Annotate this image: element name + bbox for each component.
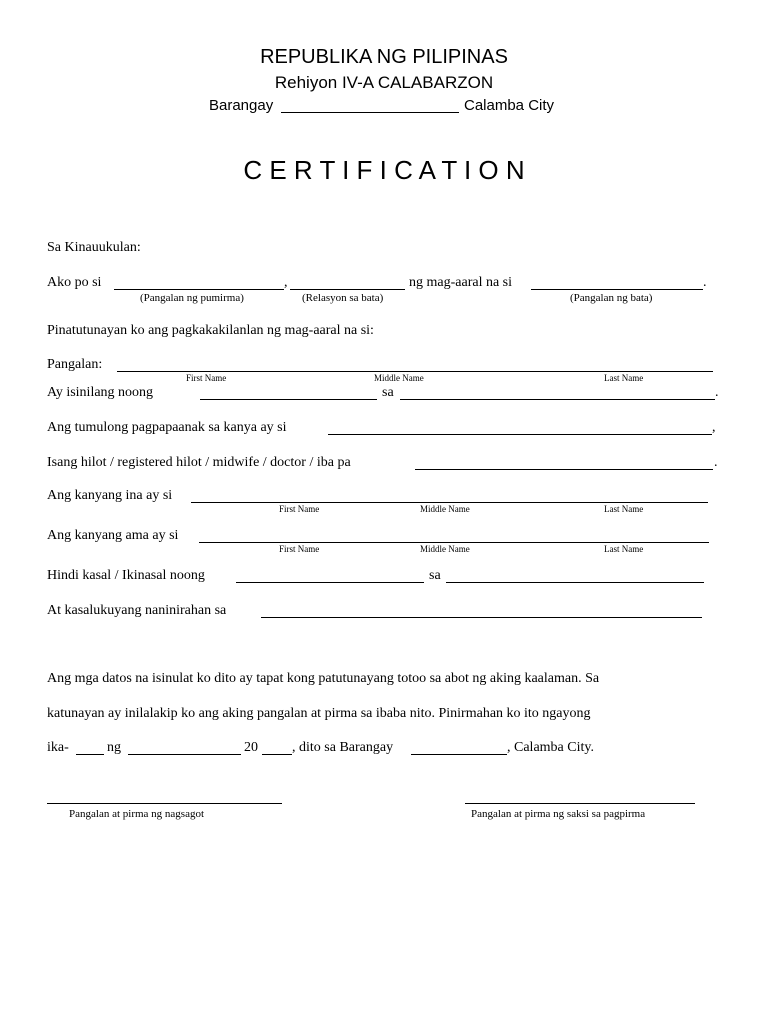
closing-line-2: katunayan ay inilalakip ko ang aking pangalan at pirma sa ibaba nito. Pinirmahan ko ito ngayong [47,706,591,721]
assisted-label: Ang tumulong pagpapaanak sa kanya ay si [47,420,287,435]
document-title: C E R T I F I C A T I O N [243,155,525,185]
assisted-end: , [712,420,716,435]
marriage-date-blank[interactable] [236,582,424,583]
birth-date-blank[interactable] [200,399,377,400]
married-sa: sa [429,568,441,583]
caption-relation: (Relasyon sa bata) [302,292,384,304]
attest-text: Pinatutunayan ko ang pagkakakilanlan ng mag-aaral na si: [47,323,374,338]
day-blank[interactable] [76,754,104,755]
mother-last-caption: Last Name [604,504,644,514]
month-blank[interactable] [128,754,241,755]
header-country: REPUBLIKA NG PILIPINAS [260,46,508,68]
salutation: Sa Kinauukulan: [47,240,141,255]
born-sa: sa [382,385,394,400]
closing-dito: , dito sa Barangay [292,740,394,755]
pangalan-first-caption: First Name [186,373,227,383]
married-label: Hindi kasal / Ikinasal noong [47,568,205,583]
father-middle-caption: Middle Name [420,544,470,554]
year-blank[interactable] [262,754,292,755]
caption-signer: (Pangalan ng pumirma) [140,292,244,304]
intro-comma: , [284,275,288,290]
father-last-caption: Last Name [604,544,644,554]
assisted-blank[interactable] [328,434,712,435]
header-barangay-label: Barangay [209,97,274,114]
closing-line-1: Ang mga datos na isinulat ko dito ay tapat kong patutunayang totoo sa abot ng aking kaalaman. Sa [47,671,600,686]
father-name-blank[interactable] [199,542,709,543]
caption-child: (Pangalan ng bata) [570,292,653,304]
intro-prefix: Ako po si [47,275,102,290]
mother-middle-caption: Middle Name [420,504,470,514]
born-label: Ay isinilang noong [47,385,154,400]
closing-ng: ng [107,740,121,755]
birth-place-blank[interactable] [400,399,715,400]
hilot-blank[interactable] [415,469,713,470]
witness-signature-line[interactable] [465,803,695,804]
mother-first-caption: First Name [279,504,320,514]
child-name-blank[interactable] [531,289,703,290]
mother-name-blank[interactable] [191,502,708,503]
closing-year: 20 [244,740,258,755]
witness-signature-caption: Pangalan at pirma ng saksi sa pagpirma [471,808,646,820]
respondent-signature-line[interactable] [47,803,282,804]
signer-name-blank[interactable] [114,289,284,290]
born-end: . [715,385,719,400]
closing-city: , Calamba City. [507,740,594,755]
mother-label: Ang kanyang ina ay si [47,488,173,503]
closing-ika: ika- [47,740,69,755]
hilot-label: Isang hilot / registered hilot / midwife / doctor / iba pa [47,455,351,470]
header-region: Rehiyon IV-A CALABARZON [274,73,494,92]
pangalan-middle-caption: Middle Name [374,373,424,383]
marriage-place-blank[interactable] [446,582,704,583]
intro-middle: ng mag-aaral na si [409,275,513,290]
father-label: Ang kanyang ama ay si [47,528,179,543]
respondent-signature-caption: Pangalan at pirma ng nagsagot [69,808,205,820]
intro-period: . [703,275,707,290]
pangalan-last-caption: Last Name [604,373,644,383]
residence-label: At kasalukuyang naninirahan sa [47,603,227,618]
relation-blank[interactable] [290,289,405,290]
father-first-caption: First Name [279,544,320,554]
closing-barangay-blank[interactable] [411,754,507,755]
header-city: Calamba City [464,97,555,114]
residence-blank[interactable] [261,617,702,618]
barangay-blank[interactable] [281,112,459,113]
pangalan-label: Pangalan: [47,357,103,372]
pangalan-blank[interactable] [117,371,713,372]
hilot-end: . [714,455,718,470]
